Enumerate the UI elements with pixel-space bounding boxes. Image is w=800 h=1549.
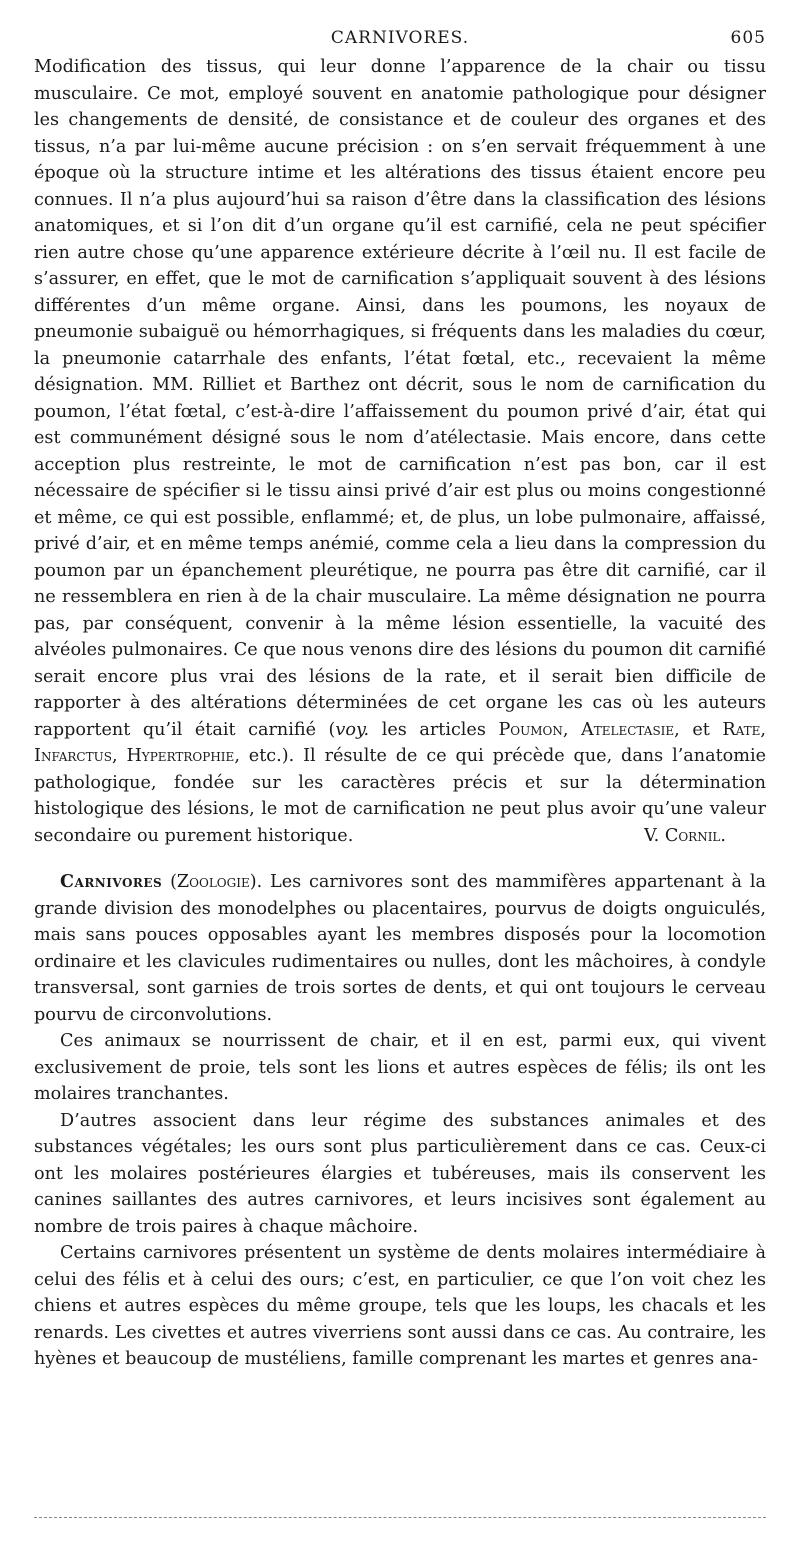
author-signature: V. Cornil.: [644, 825, 726, 846]
running-title: CARNIVORES.: [330, 28, 470, 48]
cross-ref-atelectasie: Atelectasie: [581, 719, 675, 740]
page-number: 605: [730, 28, 766, 48]
cross-ref-hypertrophie: Hypertrophie: [126, 746, 235, 766]
carnivores-paragraph-1: [34, 869, 766, 1028]
cross-ref-rate: Rate: [722, 719, 761, 740]
cross-ref-poumon: Poumon: [498, 719, 563, 740]
voy-abbrev: voy.: [335, 719, 370, 740]
carnivores-paragraph-4: Certains carnivores présentent un système de dents molaires intermédiaire à celui des félis et à celui des ours; c’est, en particulier, ce que l’on voit chez les chiens et autres espèces du même groupe, tels que les loups, les chacals et les renards. Les civettes et autres viverriens sont aussi dans ce cas. Au contraire, les hyènes et beaucoup de mustéliens, famille comprenant les martes et genres ana-: [34, 1243, 766, 1369]
running-header: [34, 28, 766, 54]
entry-headword: Carnivores: [60, 871, 163, 892]
carnification-text: Modification des tissus, qui leur donne l’apparence de la chair ou tissu musculaire. Ce mot, employé souvent en anatomie pathologique pour désigner les changements de densité, de consistance et de couleur des organes et des tissus, n’a par lui-même aucune précision : on s’en servait fréquemment à une époque où la structure intime et les altérations des tissus étaient encore peu connues. Il n’a plus aujourd’hui sa raison d’être dans la classification des lésions anatomiques, et si l’on dit d’un organe qu’il est carnifié, cela ne peut spécifier rien autre chose qu’une apparence extérieure décrite à l’œil nu. Il est facile de s’assurer, en effet, que le mot de carnification s’appliquait souvent à des lésions différentes d’un même organe. Ainsi, dans les poumons, les noyaux de pneumonie subaiguë ou hémorrhagiques, si fréquents dans les maladies du cœur, la pneumonie catarrhale des enfants, l’état fœtal, etc., recevaient la même désignation. MM. Rilliet et Barthez ont décrit, sous le nom de carnification du poumon, l’état fœtal, c’est-à-dire l’affaissement du poumon privé d’air, état qui est communément désigné sous le nom d’atélectasie. Mais encore, dans cette acception plus restreinte, le mot de carnification n’est pas bon, car il est nécessaire de spécifier si le tissu ainsi privé d’air est plus ou moins congestionné et même, ce qui est possible, enflammé; et, de plus, un lobe pulmonaire, affaissé, privé d’air, et en même temps anémié, comme cela a lieu dans la compression du poumon par un épanchement pleurétique, ne pourra pas être dit carnifié, car il ne ressemblera en rien à de la chair musculaire. La même désignation ne pourra pas, par conséquent, convenir à la même lésion essentielle, la vacuité des alvéoles pulmonaires. Ce que nous venons dire des lésions du poumon dit carnifié serait encore plus vrai des lésions de la rate, et il serait bien difficile de rapporter à des altérations déterminées de cet organe les cas où les auteurs rapportent qu’il était carnifié (: [34, 57, 766, 740]
cross-ref-infarctus: Infarctus: [34, 746, 112, 766]
carnivores-paragraph-2: Ces animaux se nourrissent de chair, et il en est, parmi eux, qui vivent exclusivement de proie, tels sont les lions et autres espèces de félis; ils ont les molaires tranchantes.: [34, 1031, 766, 1104]
carnivores-paragraph-3: D’autres associent dans leur régime des substances animales et des substances végétales; les ours sont plus particulièrement dans ce cas. Ceux-ci ont les molaires postérieures élargies et tubéreuses, mais ils conservent les canines saillantes des autres carnivores, et leurs incisives sont également au nombre de trois paires à chaque mâchoire.: [34, 1110, 766, 1237]
page: [34, 28, 766, 1373]
carnification-paragraph: Modification des tissus, qui leur donne l’apparence de la chair ou tissu musculaire. Ce mot, employé souvent en anatomie pathologique pour désigner les changements de densité, de consistance et de couleur des organes et des tissus, n’a par lui-même aucune précision : on s’en servait fréquemment à une époque où la structure intime et les altérations des tissus étaient encore peu connues. Il n’a plus aujourd’hui sa raison d’être dans la classification des lésions anatomiques, et si l’on dit d’un organe qu’il est carnifié, cela ne peut spécifier rien autre chose qu’une apparence extérieure décrite à l’œil nu. Il est facile de s’assurer, en effet, que le mot de carnification s’appliquait souvent à des lésions différentes d’un même organe. Ainsi, dans les poumons, les noyaux de pneumonie subaiguë ou hémorrhagiques, si fréquents dans les maladies du cœur, la pneumonie catarrhale des enfants, l’état fœtal, etc., recevaient la même désignation. MM. Rilliet et Barthez ont décrit, sous le nom de carnification du poumon, l’état fœtal, c’est-à-dire l’affaissement du poumon privé d’air, état qui est communément désigné sous le nom d’atélectasie. Mais encore, dans cette acception plus restreinte, le mot de carnification n’est pas bon, car il est nécessaire de spécifier si le tissu ainsi privé d’air est plus ou moins congestionné et même, ce qui est possible, enflammé; et, de plus, un lobe pulmonaire, affaissé, privé d’air, et en même temps anémié, comme cela a lieu dans la compression du poumon par un épanchement pleurétique, ne pourra pas être dit carnifié, car il ne ressemblera en rien à de la chair musculaire. La même désignation ne pourra pas, par conséquent, convenir à la même lésion essentielle, la vacuité des alvéoles pulmonaires. Ce que nous venons dire des lésions du poumon dit carnifié serait encore plus vrai des lésions de la rate, et il serait bien difficile de rapporter à des altérations déterminées de cet organe les cas où les auteurs rapportent qu’il était carnifié (voy. les articles Poumon, Atelectasie, et Rate, Infarctus, Hypertrophie, etc.). Il résulte de ce qui précède que, dans l’anatomie pathologique, fondée sur les caractères précis et sur la détermination histologique des lésions, le mot de carnification ne peut plus avoir qu’une valeur secondaire ou purement historique. V. Cornil.: [34, 54, 766, 849]
footer-dashed-rule: [34, 1517, 766, 1518]
article-body: [34, 54, 766, 1373]
entry-field: (Zoologie).: [170, 872, 263, 892]
carnivores-definition: Les carnivores sont des mammifères appartenant à la grande division des monodelphes ou placentaires, pourvus de doigts onguiculés, mais sans pouces opposables ayant les membres disposés pour la locomotion ordinaire et les clavicules rudimentaires ou nulles, dont les mâchoires, à condyle transversal, sont garnies de trois sortes de dents, et qui ont toujours le cerveau pourvu de circonvolutions.: [34, 872, 766, 1025]
